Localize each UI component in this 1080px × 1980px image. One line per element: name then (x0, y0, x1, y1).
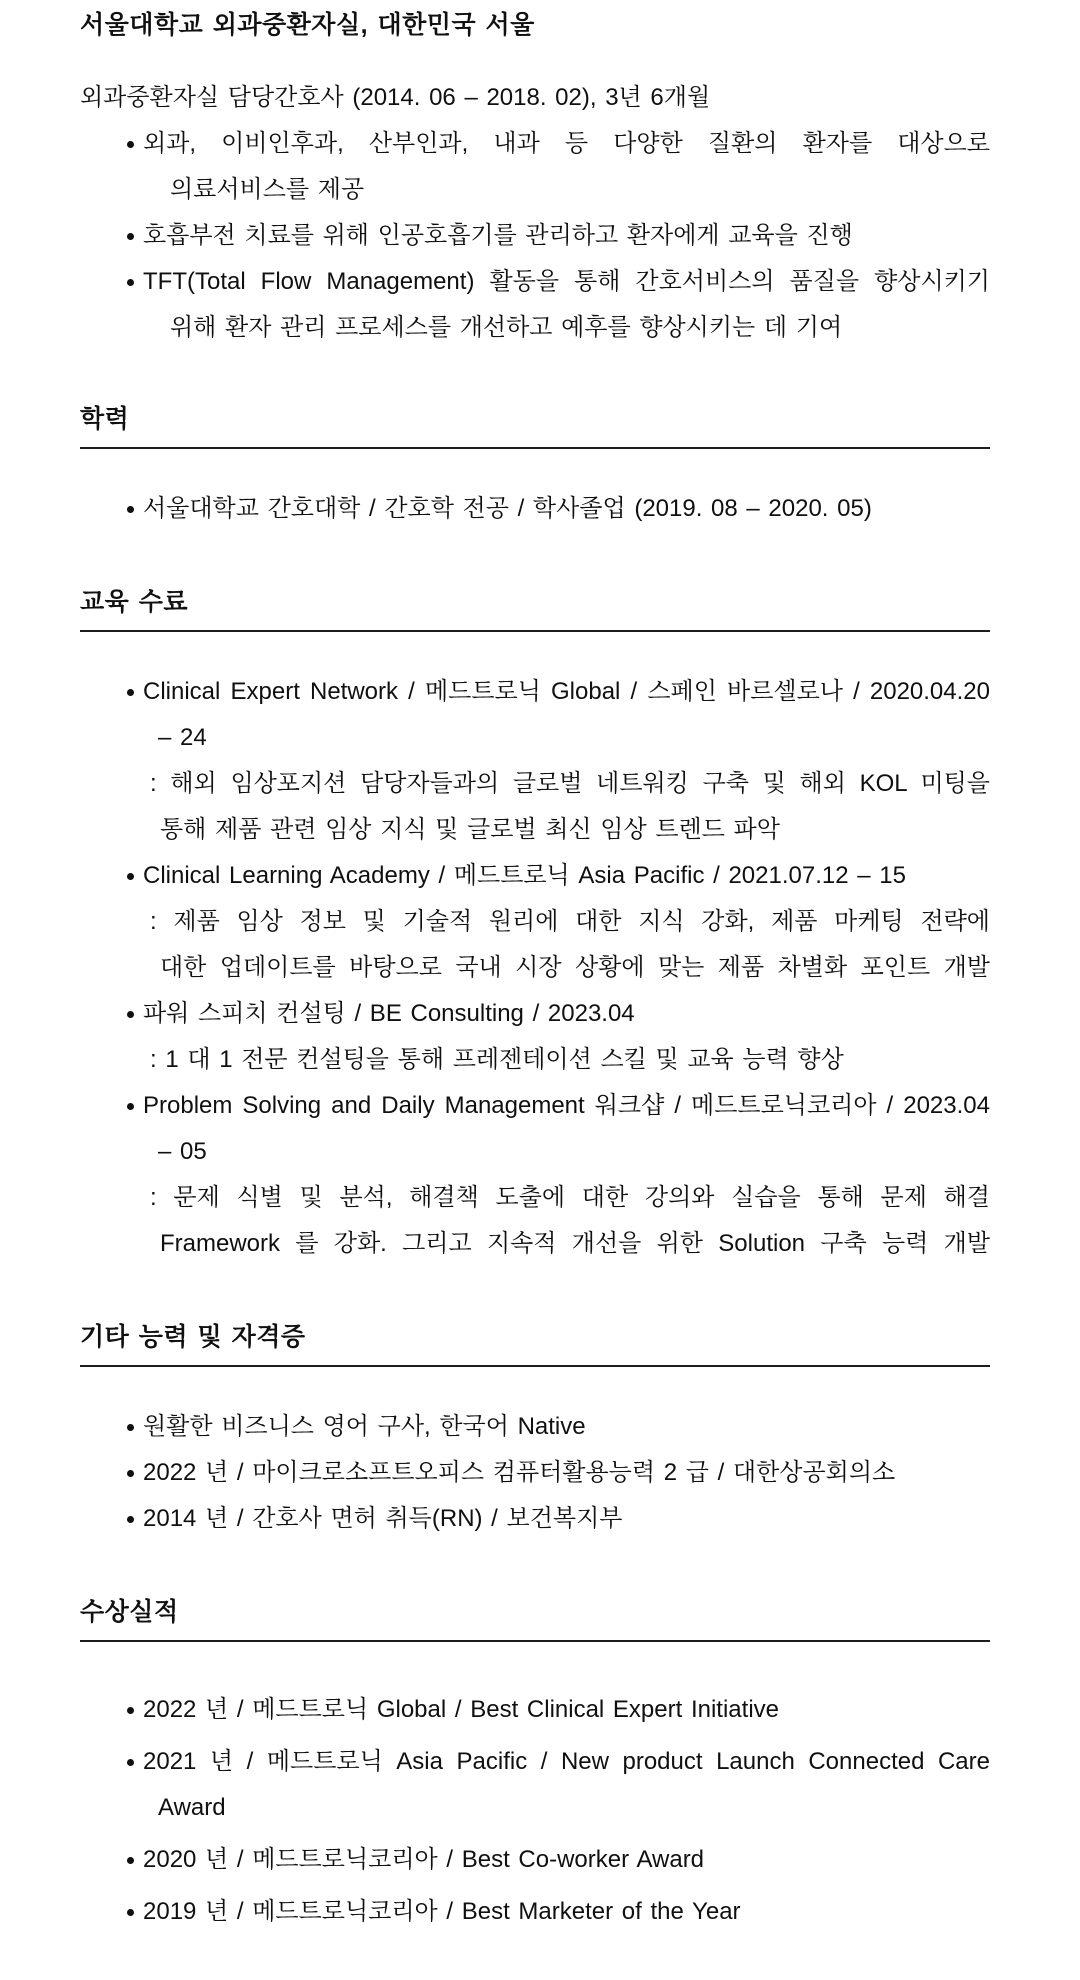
skills-section-divider (80, 1365, 990, 1367)
training-item-4-line-1: Problem Solving and Daily Management 워크샵 / 메드트로닉코리아 / 2023.04 (80, 1083, 990, 1129)
education-bullet-1: 서울대학교 간호대학 / 간호학 전공 / 학사졸업 (2019. 08 – 2020. 05) (80, 486, 990, 532)
training-item-1-line-2: – 24 (158, 724, 207, 751)
training-section-heading: 교육 수료 (80, 588, 189, 616)
awards-bullet-3: 2020 년 / 메드트로닉코리아 / Best Co-worker Award (80, 1837, 990, 1883)
experience-bullet-2: 호흡부전 치료를 위해 인공호흡기를 관리하고 환자에게 교육을 진행 (80, 213, 990, 259)
training-item-3-line-1: 파워 스피치 컨설팅 / BE Consulting / 2023.04 (80, 991, 990, 1037)
skills-section-heading: 기타 능력 및 자격증 (80, 1323, 306, 1351)
training-item-3-desc-1: : 1 대 1 전문 컨설팅을 통해 프레젠테이션 스킬 및 교육 능력 향상 (150, 1046, 844, 1073)
skills-bullet-3: 2014 년 / 간호사 면허 취득(RN) / 보건복지부 (80, 1496, 990, 1542)
awards-bullet-1: 2022 년 / 메드트로닉 Global / Best Clinical Expert Initiative (80, 1687, 990, 1733)
experience-position: 외과중환자실 담당간호사 (2014. 06 – 2018. 02), 3년 6개월 (80, 84, 711, 111)
experience-heading: 서울대학교 외과중환자실, 대한민국 서울 (80, 11, 535, 39)
experience-bullet-1-line-1: 외과, 이비인후과, 산부인과, 내과 등 다양한 질환의 환자를 대상으로 (80, 121, 990, 167)
training-item-2-desc-2: 대한 업데이트를 바탕으로 국내 시장 상황에 맞는 제품 차별화 포인트 개발 (160, 954, 990, 981)
experience-bullet-3-line-1: TFT(Total Flow Management) 활동을 통해 간호서비스의 품질을 향상시키기 (80, 259, 990, 305)
education-section-divider (80, 447, 990, 449)
training-item-1-line-1: Clinical Expert Network / 메드트로닉 Global / 스페인 바르셀로나 / 2020.04.20 (80, 669, 990, 715)
awards-bullet-2-line-2: Award (158, 1794, 226, 1821)
training-item-1-desc-1: : 해외 임상포지션 담당자들과의 글로벌 네트워킹 구축 및 해외 KOL 미팅을 (150, 770, 990, 797)
training-item-4-line-2: – 05 (158, 1138, 207, 1165)
education-section-heading: 학력 (80, 405, 130, 433)
training-item-4-desc-1: : 문제 식별 및 분석, 해결책 도출에 대한 강의와 실습을 통해 문제 해결 (150, 1184, 990, 1211)
awards-section-divider (80, 1640, 990, 1642)
experience-bullet-3-line-2: 위해 환자 관리 프로세스를 개선하고 예후를 향상시키는 데 기여 (170, 314, 843, 341)
awards-bullet-2-line-1: 2021 년 / 메드트로닉 Asia Pacific / New product Launch Connected Care (80, 1739, 990, 1785)
awards-bullet-4: 2019 년 / 메드트로닉코리아 / Best Marketer of the Year (80, 1889, 990, 1935)
training-item-2-desc-1: : 제품 임상 정보 및 기술적 원리에 대한 지식 강화, 제품 마케팅 전략에 (150, 908, 990, 935)
awards-section-heading: 수상실적 (80, 1598, 179, 1626)
skills-bullet-2: 2022 년 / 마이크로소프트오피스 컴퓨터활용능력 2 급 / 대한상공회의소 (80, 1450, 990, 1496)
training-item-1-desc-2: 통해 제품 관련 임상 지식 및 글로벌 최신 임상 트렌드 파악 (160, 816, 780, 843)
training-item-4-desc-2: Framework 를 강화. 그리고 지속적 개선을 위한 Solution 구축 능력 개발 (160, 1230, 990, 1257)
experience-bullet-1-line-2: 의료서비스를 제공 (170, 176, 365, 203)
training-section-divider (80, 630, 990, 632)
skills-bullet-1: 원활한 비즈니스 영어 구사, 한국어 Native (80, 1404, 990, 1450)
training-item-2-line-1: Clinical Learning Academy / 메드트로닉 Asia Pacific / 2021.07.12 – 15 (80, 853, 990, 899)
